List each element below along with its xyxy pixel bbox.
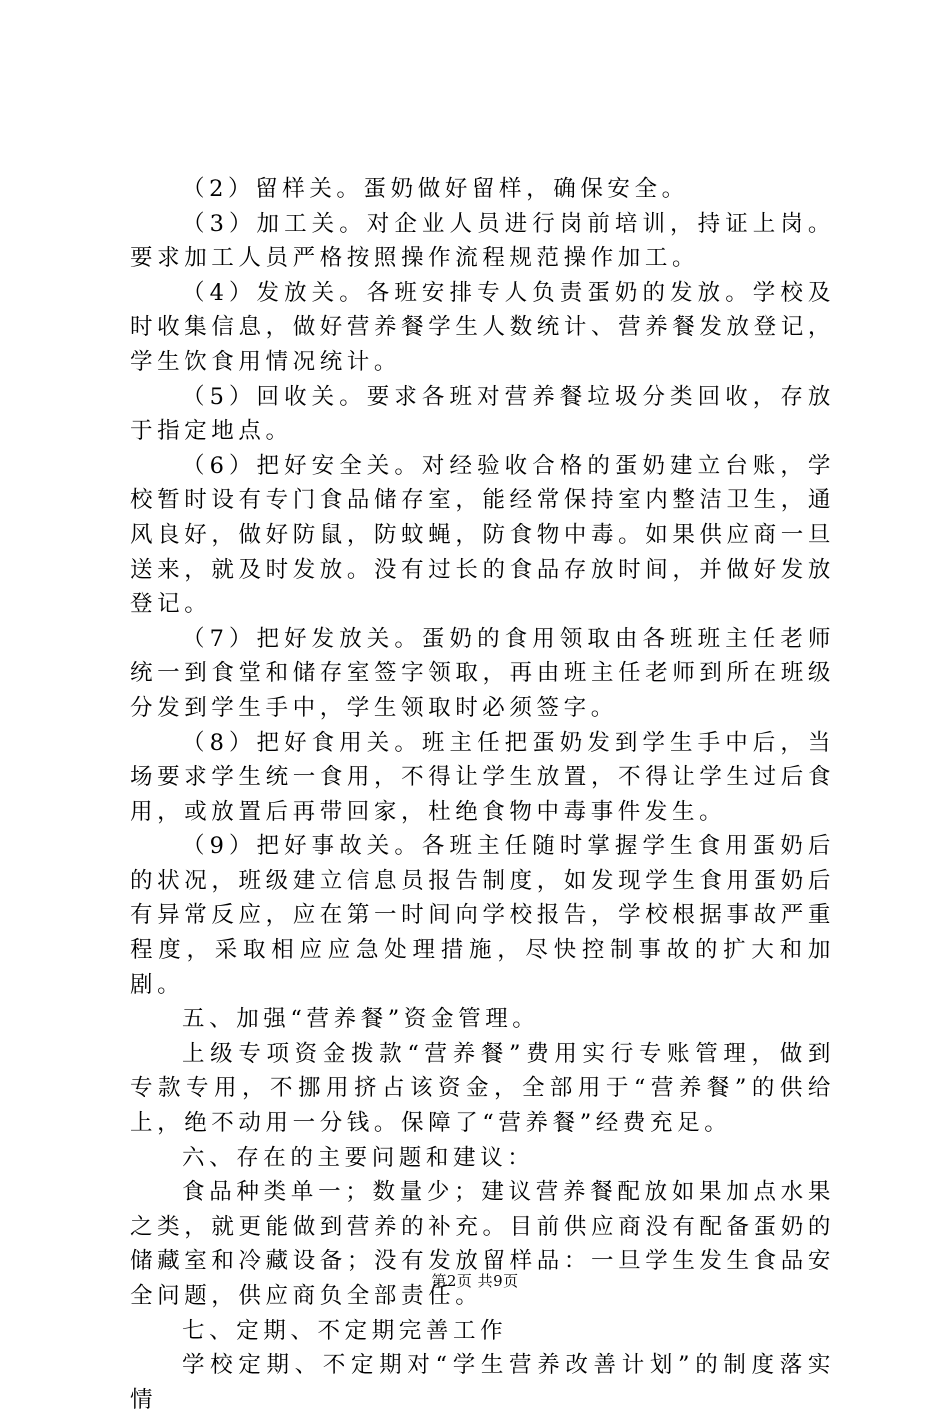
paragraph-improvement: 学校定期、不定期对“学生营养改善计划”的制度落实情 [130,1352,835,1413]
section-heading-funds: 五、加强“营养餐”资金管理。 [182,1006,540,1033]
paragraph-consumption: （8）把好食用关。班主任把蛋奶发到学生手中后，当场要求学生统一食用，不得让学生放置，不得让学生过后食用，或放置后再带回家，杜绝食物中毒事件发生。 [130,729,835,825]
paragraph-safety: （6）把好安全关。对经验收合格的蛋奶建立台账，学校暂时设有专门食品储存室，能经常保持室内整洁卫生，通风良好，做好防鼠，防蚊蝇，防食物中毒。如果供应商一旦送来，就及时发放。没有过长的食品存放时间，并做好发放登记。 [130,452,835,618]
paragraph-retain-sample: （2）留样关。蛋奶做好留样，确保安全。 [182,176,689,202]
paragraph-recycling: （5）回收关。要求各班对营养餐垃圾分类回收，存放于指定地点。 [130,383,835,445]
paragraph-processing: （3）加工关。对企业人员进行岗前培训，持证上岗。要求加工人员严格按照操作流程规范操作加工。 [130,210,835,272]
paragraph-distribution: （4）发放关。各班安排专人负责蛋奶的发放。学校及时收集信息，做好营养餐学生人数统计、营养餐发放登记，学生饮食用情况统计。 [130,279,835,375]
paragraph-issuing: （7）把好发放关。蛋奶的食用领取由各班班主任老师统一到食堂和储存室签字领取，再由班主任老师到所在班级分发到学生手中，学生领取时必须签字。 [130,625,835,721]
page-number: 第2页 共9页 [431,1272,519,1290]
paragraph-accident: （9）把好事故关。各班主任随时掌握学生食用蛋奶后的状况，班级建立信息员报告制度，如发现学生食用蛋奶后有异常反应，应在第一时间向学校报告，学校根据事故严重程度，采取相应应急处理措施，尽快控制事故的扩大和加剧。 [130,833,835,998]
paragraph-funds: 上级专项资金拨款“营养餐”费用实行专账管理，做到专款专用，不挪用挤占该资金，全部用于“营养餐”的供给上，绝不动用一分钱。保障了“营养餐”经费充足。 [130,1040,835,1137]
document-body [130,172,835,1417]
paragraph-problems: 食品种类单一；数量少；建议营养餐配放如果加点水果之类，就更能做到营养的补充。目前供应商没有配备蛋奶的储藏室和冷藏设备；没有发放留样品：一旦学生发生食品安全问题，供应商负全部责任。 [130,1179,835,1309]
section-heading-problems: 六、存在的主要问题和建议： [182,1144,535,1171]
section-heading-improvement: 七、定期、不定期完善工作 [182,1317,508,1344]
